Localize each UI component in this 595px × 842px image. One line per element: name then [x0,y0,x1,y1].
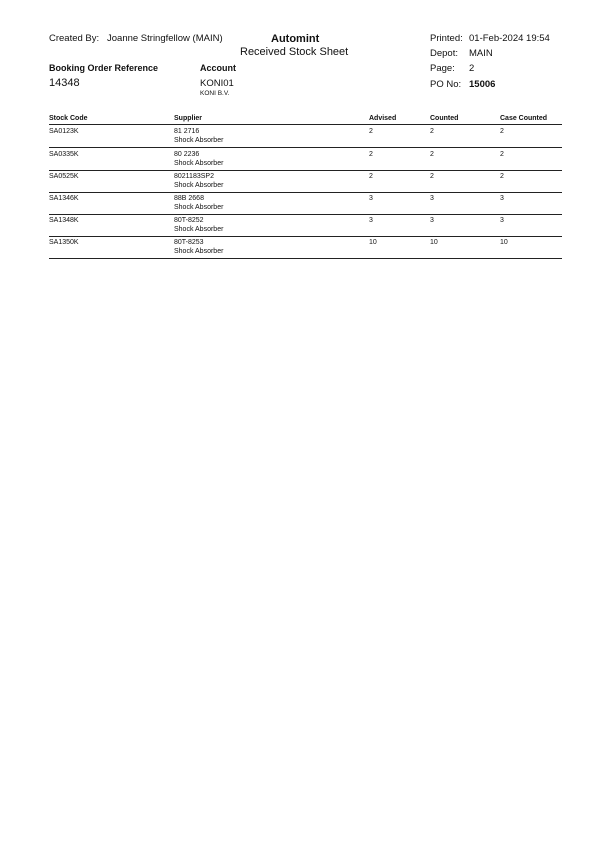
counted-cell: 2 [430,128,434,135]
header-divider [49,124,562,125]
advised-cell: 3 [369,217,373,224]
row-divider [49,192,562,193]
row-divider [49,236,562,237]
po-value: 15006 [469,79,496,90]
counted-cell: 3 [430,195,434,202]
advised-cell: 3 [369,195,373,202]
po-label: PO No: [430,79,462,90]
account-label: Account [200,63,236,73]
sheet-title: Received Stock Sheet [240,46,349,58]
supplier-desc-cell: Shock Absorber [174,204,224,211]
advised-cell: 10 [369,239,377,246]
printed-label: Printed: [430,33,463,44]
row-divider [49,147,562,148]
counted-cell: 2 [430,151,434,158]
supplier-code-cell: 80 2236 [174,151,200,158]
created-by-value: Joanne Stringfellow (MAIN) [107,33,223,44]
supplier-desc-cell: Shock Absorber [174,160,224,167]
row-divider [49,258,562,259]
advised-cell: 2 [369,173,373,180]
case-counted-cell: 3 [500,195,504,202]
case-counted-cell: 2 [500,151,504,158]
depot-label: Depot: [430,48,458,59]
supplier-code-cell: 80T-8253 [174,239,204,246]
stock-code-cell: SA1348K [49,217,79,224]
supplier-desc-cell: Shock Absorber [174,137,224,144]
advised-cell: 2 [369,151,373,158]
stock-code-cell: SA1350K [49,239,79,246]
row-divider [49,214,562,215]
supplier-code-cell: 8021183SP2 [174,173,214,180]
supplier-code-cell: 80T-8252 [174,217,204,224]
column-header-supplier: Supplier [174,115,203,122]
case-counted-cell: 2 [500,128,504,135]
stock-code-cell: SA1346K [49,195,79,202]
case-counted-cell: 10 [500,239,508,246]
counted-cell: 10 [430,239,438,246]
counted-cell: 3 [430,217,434,224]
stock-code-cell: SA0123K [49,128,79,135]
supplier-desc-cell: Shock Absorber [174,182,224,189]
column-header-advised: Advised [369,115,397,122]
column-header-stock-code: Stock Code [49,115,88,122]
supplier-code-cell: 88B 2668 [174,195,204,202]
created-by-label: Created By: [49,33,100,44]
supplier-desc-cell: Shock Absorber [174,248,224,255]
booking-order-label: Booking Order Reference [49,63,159,73]
case-counted-cell: 2 [500,173,504,180]
booking-order-value: 14348 [49,77,80,89]
printed-value: 01-Feb-2024 19:54 [469,33,550,44]
company-name: Automint [271,33,320,45]
page-value: 2 [469,63,475,74]
row-divider [49,170,562,171]
account-code: KONI01 [200,78,234,89]
supplier-code-cell: 81 2716 [174,128,200,135]
stock-code-cell: SA0335K [49,151,79,158]
case-counted-cell: 3 [500,217,504,224]
page-label: Page: [430,63,455,74]
counted-cell: 2 [430,173,434,180]
stock-code-cell: SA0525K [49,173,79,180]
column-header-counted: Counted [430,115,459,122]
account-name: KONI B.V. [200,90,230,97]
advised-cell: 2 [369,128,373,135]
supplier-desc-cell: Shock Absorber [174,226,224,233]
column-header-case-counted: Case Counted [500,115,548,122]
depot-value: MAIN [469,48,493,59]
